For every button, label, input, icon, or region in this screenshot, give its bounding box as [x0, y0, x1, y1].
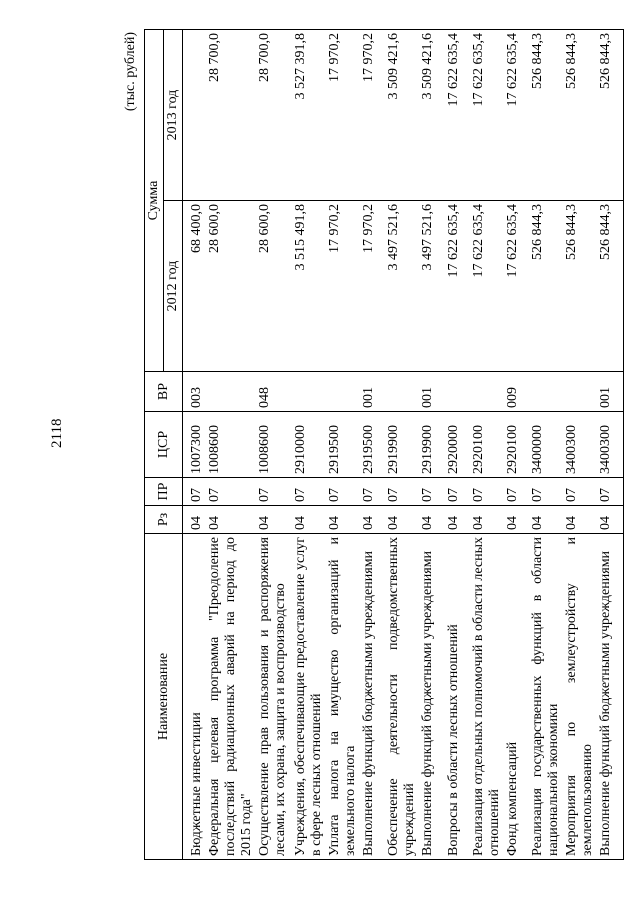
row-pr: 07 [529, 478, 563, 506]
row-csr: 2919900 [419, 412, 445, 478]
row-csr: 2910000 [292, 412, 326, 478]
row-pr: 07 [183, 478, 207, 506]
rotated-page-content [123, 30, 613, 860]
row-name: Выполнение функций бюджетными учреждениями [360, 534, 385, 860]
table-row [256, 30, 292, 860]
row-sum-2013: 3 527 391,8 [292, 30, 326, 201]
row-csr: 2920100 [470, 412, 504, 478]
row-rz: 04 [470, 506, 504, 534]
row-rz: 04 [504, 506, 529, 534]
header-csr: ЦСР [145, 412, 183, 478]
row-sum-2012: 17 622 635,4 [470, 201, 504, 372]
row-csr: 3400300 [563, 412, 597, 478]
row-pr: 07 [326, 478, 360, 506]
row-name: Реализация государственных функций в области национальной экономики [529, 534, 563, 860]
row-rz: 04 [385, 506, 419, 534]
row-sum-2012: 28 600,0 [256, 201, 292, 372]
row-pr: 07 [597, 478, 623, 506]
row-vr [529, 372, 563, 412]
row-sum-2013: 28 700,0 [206, 30, 256, 201]
row-pr: 07 [360, 478, 385, 506]
row-sum-2012: 17 970,2 [326, 201, 360, 372]
row-sum-2013: 28 700,0 [256, 30, 292, 201]
row-name: Уплата налога на имущество организаций и земельного налога [326, 534, 360, 860]
budget-table [144, 29, 624, 860]
row-pr: 07 [292, 478, 326, 506]
header-year-2013: 2013 год [164, 30, 183, 201]
table-row [206, 30, 256, 860]
row-pr: 07 [445, 478, 470, 506]
row-rz: 04 [326, 506, 360, 534]
row-vr [563, 372, 597, 412]
row-name: Реализация отдельных полномочий в области лесных отношений [470, 534, 504, 860]
row-pr: 07 [470, 478, 504, 506]
row-rz: 04 [206, 506, 256, 534]
row-sum-2013 [183, 30, 207, 201]
row-vr [326, 372, 360, 412]
row-sum-2012: 3 515 491,8 [292, 201, 326, 372]
row-sum-2013: 526 844,3 [563, 30, 597, 201]
row-vr: 001 [419, 372, 445, 412]
row-csr: 2919900 [385, 412, 419, 478]
header-name: Наименование [145, 534, 183, 860]
table-row [563, 30, 597, 860]
row-pr: 07 [563, 478, 597, 506]
row-sum-2013: 526 844,3 [597, 30, 623, 201]
row-csr: 1008600 [206, 412, 256, 478]
row-name: Осуществление прав пользования и распоряжения лесами, их охрана, защита и воспроизводство [256, 534, 292, 860]
row-sum-2012: 526 844,3 [563, 201, 597, 372]
row-name: Вопросы в области лесных отношений [445, 534, 470, 860]
row-csr: 3400300 [597, 412, 623, 478]
row-vr: 048 [256, 372, 292, 412]
row-name: Федеральная целевая программа "Преодоление последствий радиационных аварий на период до 2015 года" [206, 534, 256, 860]
row-csr: 2919500 [326, 412, 360, 478]
row-sum-2013: 17 622 635,4 [470, 30, 504, 201]
row-sum-2012: 17 622 635,4 [445, 201, 470, 372]
row-vr [206, 372, 256, 412]
row-vr: 009 [504, 372, 529, 412]
row-name: Выполнение функций бюджетными учреждениями [419, 534, 445, 860]
table-body [183, 30, 624, 860]
header-vr: ВР [145, 372, 183, 412]
row-rz: 04 [419, 506, 445, 534]
row-name: Выполнение функций бюджетными учреждениями [597, 534, 623, 860]
row-vr: 003 [183, 372, 207, 412]
row-pr: 07 [504, 478, 529, 506]
row-pr: 07 [385, 478, 419, 506]
table-row [504, 30, 529, 860]
row-sum-2013: 17 970,2 [360, 30, 385, 201]
row-sum-2012: 28 600,0 [206, 201, 256, 372]
row-sum-2012: 17 970,2 [360, 201, 385, 372]
table-row [597, 30, 623, 860]
row-sum-2012: 3 497 521,6 [385, 201, 419, 372]
table-row [470, 30, 504, 860]
row-sum-2013: 17 622 635,4 [445, 30, 470, 201]
row-csr: 2920100 [504, 412, 529, 478]
row-csr: 1008600 [256, 412, 292, 478]
row-csr: 2920000 [445, 412, 470, 478]
units-note: (тыс. рублей) [123, 32, 138, 112]
row-vr [385, 372, 419, 412]
row-sum-2012: 526 844,3 [597, 201, 623, 372]
row-rz: 04 [292, 506, 326, 534]
header-sum: Сумма [145, 30, 164, 372]
row-name: Обеспечение деятельности подведомственных учреждений [385, 534, 419, 860]
header-year-2012: 2012 год [164, 201, 183, 372]
row-vr [470, 372, 504, 412]
row-sum-2013: 3 509 421,6 [385, 30, 419, 201]
table-row [326, 30, 360, 860]
row-pr: 07 [206, 478, 256, 506]
row-vr [292, 372, 326, 412]
row-csr: 3400000 [529, 412, 563, 478]
table-row [292, 30, 326, 860]
table-row [445, 30, 470, 860]
row-rz: 04 [597, 506, 623, 534]
row-csr: 1007300 [183, 412, 207, 478]
row-sum-2012: 3 497 521,6 [419, 201, 445, 372]
row-pr: 07 [419, 478, 445, 506]
row-rz: 04 [256, 506, 292, 534]
row-sum-2013: 17 970,2 [326, 30, 360, 201]
table-header [145, 30, 183, 860]
row-name: Фонд компенсаций [504, 534, 529, 860]
header-rz: Рз [145, 506, 183, 534]
table-row [183, 30, 207, 860]
row-name: Учреждения, обеспечивающие предоставление услуг в сфере лесных отношений [292, 534, 326, 860]
row-pr: 07 [256, 478, 292, 506]
row-rz: 04 [563, 506, 597, 534]
row-vr: 001 [360, 372, 385, 412]
page-number: 2118 [49, 418, 65, 448]
row-csr: 2919500 [360, 412, 385, 478]
row-name: Мероприятия по землеустройству и землепользованию [563, 534, 597, 860]
header-pr: ПР [145, 478, 183, 506]
row-name: Бюджетные инвестиции [183, 534, 207, 860]
row-rz: 04 [529, 506, 563, 534]
row-sum-2012: 68 400,0 [183, 201, 207, 372]
row-sum-2013: 3 509 421,6 [419, 30, 445, 201]
row-rz: 04 [183, 506, 207, 534]
table-row [385, 30, 419, 860]
table-row [419, 30, 445, 860]
row-sum-2013: 17 622 635,4 [504, 30, 529, 201]
table-row [360, 30, 385, 860]
row-vr [445, 372, 470, 412]
row-sum-2012: 526 844,3 [529, 201, 563, 372]
row-sum-2012: 17 622 635,4 [504, 201, 529, 372]
row-rz: 04 [445, 506, 470, 534]
row-sum-2013: 526 844,3 [529, 30, 563, 201]
row-rz: 04 [360, 506, 385, 534]
row-vr: 001 [597, 372, 623, 412]
table-row [529, 30, 563, 860]
